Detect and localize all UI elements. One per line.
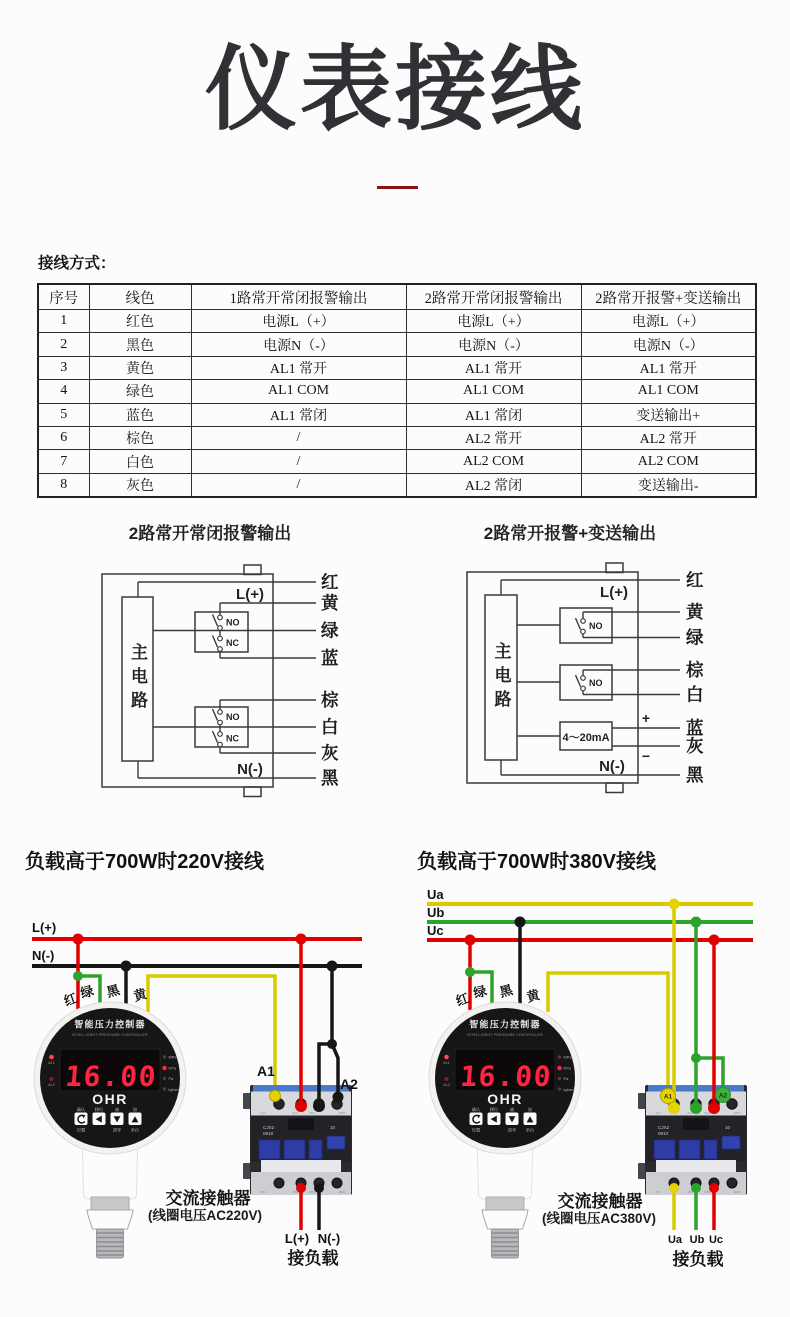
load-l-label: L(+)	[284, 1231, 310, 1246]
l-plus-terminal: L(+)	[236, 586, 264, 603]
table-row: 4 绿色 AL1 COM AL1 COM AL1 COM	[38, 380, 756, 403]
load-n-label: N(-)	[317, 1231, 341, 1246]
wiring-table	[37, 283, 757, 498]
col-header: 线色	[89, 284, 191, 310]
l-line-label: L(+)	[32, 920, 57, 935]
green-wire-branch-a2	[696, 1058, 723, 1089]
diagram-220v	[32, 920, 362, 1268]
table-row: 8 灰色 / AL2 常闭 变送输出-	[38, 473, 756, 497]
schematic-transmitter-diagram	[420, 548, 720, 800]
wire-label-red: 红	[686, 570, 704, 590]
case-bottom-tab	[244, 787, 261, 797]
l-plus-terminal: L(+)	[600, 584, 628, 601]
relay1-no-label: NO	[226, 617, 240, 628]
uc-line-label: Uc	[427, 923, 444, 938]
junction-dot	[515, 917, 526, 928]
table-row: 6 棕色 / AL2 常开 AL2 常开	[38, 426, 756, 449]
load-caption: 接负载	[287, 1249, 339, 1268]
terminal-dot	[708, 1102, 720, 1114]
wire-label-yellow: 黄	[686, 602, 704, 622]
terminal-dot	[668, 1102, 680, 1114]
a2-terminal-dot	[333, 1092, 344, 1103]
n-minus-terminal: N(-)	[237, 761, 263, 778]
ac-contactor-380	[638, 1085, 747, 1195]
wire-tag-yellow: 黄	[131, 986, 149, 1004]
terminal-dot	[295, 1100, 307, 1112]
terminal-dot	[313, 1100, 325, 1112]
wire-label-black: 黑	[321, 768, 339, 788]
main-circuit-label: 主电路	[491, 641, 511, 714]
junction-dot	[73, 934, 84, 945]
wire-label-gray: 灰	[686, 736, 704, 756]
junction-dot	[327, 1039, 337, 1049]
wire-tag-black: 黑	[104, 982, 122, 1000]
col-header: 序号	[38, 284, 89, 310]
title-underline	[377, 186, 418, 189]
wire-label-red: 红	[321, 572, 339, 592]
junction-dot	[327, 961, 338, 972]
a2-label: A2	[340, 1076, 358, 1092]
wire-label-green: 绿	[686, 627, 704, 648]
ua-line-label: Ua	[427, 887, 444, 902]
page-title: 仪表接线	[204, 39, 585, 141]
plus-sign: +	[641, 710, 651, 726]
load-caption: 接负载	[672, 1250, 724, 1269]
junction-dot	[73, 971, 83, 981]
relay2-no-label: NO	[226, 712, 240, 722]
contactor-caption: 交流接触器	[557, 1192, 643, 1211]
junction-dot	[709, 935, 720, 946]
a1-terminal-dot	[270, 1091, 281, 1102]
a1-label: A1	[663, 1093, 673, 1101]
n-line-label: N(-)	[32, 948, 55, 963]
terminal-dot	[314, 1183, 324, 1193]
minus-sign: −	[641, 748, 651, 764]
table-row: 5 蓝色 AL1 常闭 AL1 常闭 变送输出+	[38, 403, 756, 426]
terminal-dot	[691, 1183, 701, 1193]
wire-label-yellow: 黄	[321, 593, 339, 613]
wire-label-gray: 灰	[321, 743, 339, 763]
wire-label-brown: 棕	[321, 690, 339, 710]
wire-label-blue: 蓝	[686, 718, 704, 738]
case-top-tab	[606, 563, 623, 573]
table-row: 2 黑色 电源N（-） 电源N（-） 电源N（-）	[38, 333, 756, 356]
junction-dot	[296, 934, 307, 945]
terminal-dot	[296, 1183, 306, 1193]
col-header: 1路常开常闭报警输出	[191, 284, 406, 310]
a1-label: A1	[257, 1063, 275, 1079]
a2-label: A2	[718, 1092, 728, 1100]
table-row: 7 白色 / AL2 COM AL2 COM	[38, 450, 756, 473]
wire-label-white: 白	[686, 684, 704, 705]
ub-line-label: Ub	[427, 905, 445, 920]
wire-label-brown: 棕	[686, 660, 704, 680]
table-row: 1 红色 电源L（+） 电源L（+） 电源L（+）	[38, 310, 756, 333]
relay1-no-label: NO	[589, 621, 603, 631]
junction-dot	[691, 917, 702, 928]
contactor-sub-caption: (线圈电压AC220V)	[147, 1208, 263, 1223]
schematic-right-title: 2路常开报警+变送输出	[483, 524, 657, 543]
main-circuit-label: 主电路	[128, 643, 147, 715]
terminal-dot	[669, 1183, 679, 1193]
case-bottom-tab	[606, 783, 623, 793]
junction-dot	[691, 1053, 701, 1063]
junction-dot	[465, 935, 476, 946]
n-minus-terminal: N(-)	[599, 758, 625, 775]
section-title-220v: 负载高于700W时220V接线	[25, 851, 264, 873]
wire-label-black: 黑	[686, 765, 704, 785]
load-uc-label: Uc	[708, 1234, 724, 1246]
section-title-380v: 负载高于700W时380V接线	[417, 851, 656, 873]
wire-tag-black: 黑	[497, 982, 515, 1000]
col-header: 2路常开常闭报警输出	[406, 284, 581, 310]
load-ua-label: Ua	[667, 1234, 683, 1246]
relay1-nc-label: NC	[226, 638, 239, 648]
schematic-2-relay-diagram	[60, 548, 360, 800]
col-header: 2路常开报警+变送输出	[581, 284, 756, 310]
junction-dot	[669, 899, 680, 910]
junction-dot	[121, 961, 132, 972]
schematic-left-title: 2路常开常闭报警输出	[128, 524, 292, 543]
wire-tag-green: 绿	[78, 983, 96, 1001]
wire-tag-red: 红	[61, 990, 80, 1009]
relay2-nc-label: NC	[226, 733, 239, 744]
section-label-wiring-methods: 接线方式：	[38, 255, 116, 272]
contactor-caption: 交流接触器	[165, 1189, 251, 1208]
contactor-sub-caption: (线圈电压AC380V)	[541, 1211, 657, 1226]
table-header-row	[38, 284, 756, 310]
transmitter-block	[560, 722, 612, 750]
wire-label-white: 白	[321, 717, 339, 737]
wire-tag-green: 绿	[471, 983, 489, 1001]
diagram-380v	[427, 887, 753, 1269]
wire-label-blue: 蓝	[321, 648, 339, 668]
wire-tag-red: 红	[453, 990, 472, 1009]
relay2-no-label: NO	[589, 678, 603, 688]
terminal-dot	[690, 1102, 702, 1114]
wire-label-green: 绿	[321, 620, 339, 641]
junction-dot	[465, 967, 475, 977]
wiring-photo-diagrams	[0, 880, 790, 1317]
case-top-tab	[244, 565, 261, 575]
terminal-dot	[709, 1183, 719, 1193]
load-ub-label: Ub	[689, 1234, 705, 1246]
transmitter-label: 4～20mA	[562, 732, 610, 744]
wire-tag-yellow: 黄	[524, 987, 542, 1005]
table-row: 3 黄色 AL1 常开 AL1 常开 AL1 常开	[38, 356, 756, 379]
